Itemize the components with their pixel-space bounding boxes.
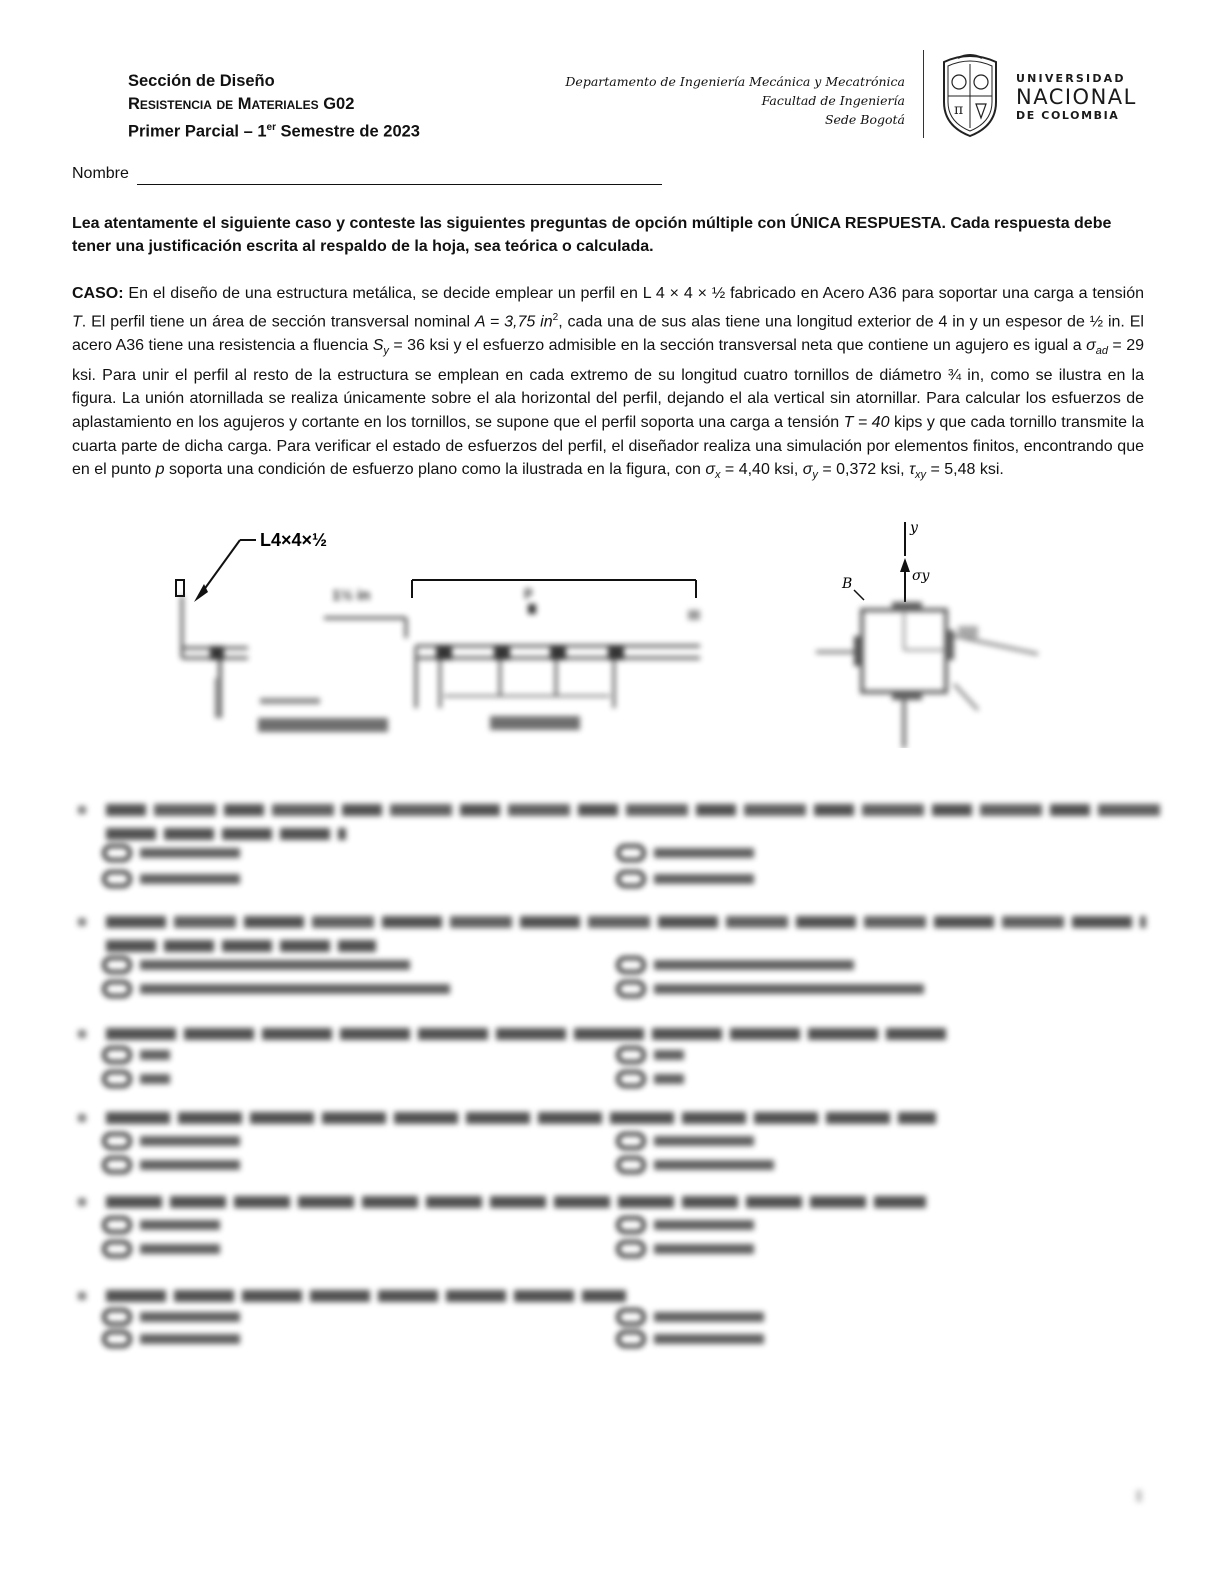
question-1 bbox=[72, 800, 1152, 890]
option-a[interactable] bbox=[102, 1214, 220, 1236]
point-b-label: B bbox=[842, 576, 853, 592]
option-b[interactable] bbox=[616, 842, 754, 864]
option-a[interactable] bbox=[102, 1044, 170, 1066]
option-b[interactable] bbox=[616, 1044, 684, 1066]
question-3 bbox=[72, 1024, 1152, 1094]
section-title: Sección de Diseño bbox=[128, 72, 275, 90]
department-name: Departamento de Ingeniería Mecánica y Mecatrónica bbox=[565, 74, 905, 89]
name-label: Nombre bbox=[72, 165, 129, 182]
instructions: Lea atentamente el siguiente caso y conteste las siguientes preguntas de opción múltiple con ÚNICA RESPUESTA. Cada respuesta debe tener una justificación escrita al respaldo de la hoja, sea teórica o calculada. bbox=[72, 215, 1112, 255]
university-seal-icon bbox=[934, 52, 1006, 138]
option-b[interactable] bbox=[616, 954, 854, 976]
dimension-label: 1½ in bbox=[332, 587, 371, 604]
option-a[interactable] bbox=[102, 842, 240, 864]
option-d[interactable] bbox=[616, 978, 924, 1000]
option-c[interactable] bbox=[102, 1068, 170, 1090]
university-name: UNIVERSIDAD NACIONAL DE COLOMBIA bbox=[1016, 72, 1137, 122]
option-c[interactable] bbox=[102, 1154, 240, 1176]
option-b[interactable] bbox=[616, 1130, 754, 1152]
option-c[interactable] bbox=[102, 1238, 220, 1260]
department-block bbox=[560, 72, 905, 129]
y-axis-label: y bbox=[910, 520, 918, 536]
question-2 bbox=[72, 912, 1152, 1002]
question-5 bbox=[72, 1192, 1152, 1262]
header-divider bbox=[923, 50, 924, 138]
option-b[interactable] bbox=[616, 1214, 754, 1236]
question-6 bbox=[72, 1286, 1152, 1356]
option-c[interactable] bbox=[102, 1328, 240, 1350]
campus-name: Sede Bogotá bbox=[824, 112, 905, 127]
name-input-line[interactable] bbox=[137, 184, 662, 185]
option-d[interactable] bbox=[616, 1154, 774, 1176]
option-d[interactable] bbox=[616, 868, 754, 890]
course-title: Resistencia de Materiales G02 bbox=[128, 95, 355, 113]
option-b[interactable] bbox=[616, 1306, 764, 1328]
option-c[interactable] bbox=[102, 978, 450, 1000]
profile-label: L4×4×½ bbox=[260, 530, 328, 550]
svg-text:π: π bbox=[954, 102, 964, 118]
option-d[interactable] bbox=[616, 1328, 764, 1350]
question-4 bbox=[72, 1108, 1152, 1178]
sigma-y-label: σy bbox=[912, 568, 930, 584]
option-a[interactable] bbox=[102, 1306, 240, 1328]
option-a[interactable] bbox=[102, 1130, 240, 1152]
option-d[interactable] bbox=[616, 1068, 684, 1090]
stress-element-figure bbox=[808, 518, 1048, 748]
bolted-joint-figure bbox=[160, 518, 720, 748]
case-statement: CASO: En el diseño de una estructura metálica, se decide emplear un perfil en L 4 × 4 × ½ fabricado en Acero A36 para soportar una carga a tensión T. El perfil tiene un área de sección transversal nominal A = 3,75 $in^2$, cada una de sus alas tiene una longitud exterior de 4 in y un espesor de ½ in. El acero A36 tiene una resistencia a fluencia $S_y = 36$ ksi y el esfuerzo admisible en la sección transversal neta que contiene un agujero es igual a $\sigma_{ad} = 29$ ksi. Para unir el perfil al resto de la estructura se emplean en cada extremo de su longitud cuatro tornillos de diámetro ¾ in, como se ilustra en la figura. La unión atornillada se realiza únicamente sobre el ala horizontal del perfil, dejando el ala vertical sin atornillar. Para calcular los esfuerzos de aplastamiento en los agujeros y cortante en los tornillos, se supone que el perfil soporta una carga a tensión T = 40 kips y que cada tornillo transmite la cuarta parte de dicha carga. Para verificar el estado de esfuerzos del perfil, el diseñador realiza una simulación por elementos finitos, encontrando que en el punto p soporta una condición de esfuerzo plano como la ilustrada en la figura, con $\sigma_x = 4,40$ ksi, $\sigma_y = 0,372$ ksi, $\tau_{xy} = 5,48$ ksi. bbox=[72, 285, 1145, 482]
option-c[interactable] bbox=[102, 868, 240, 890]
exam-title: Primer Parcial – 1er Semestre de 2023 bbox=[128, 122, 420, 141]
sigma-y-arrow-icon bbox=[900, 558, 910, 572]
course-header bbox=[128, 70, 420, 144]
faculty-name: Facultad de Ingeniería bbox=[761, 93, 905, 108]
point-p-label: p bbox=[524, 583, 533, 599]
option-d[interactable] bbox=[616, 1238, 754, 1260]
page-number-mark bbox=[1136, 1490, 1142, 1502]
option-a[interactable] bbox=[102, 954, 410, 976]
